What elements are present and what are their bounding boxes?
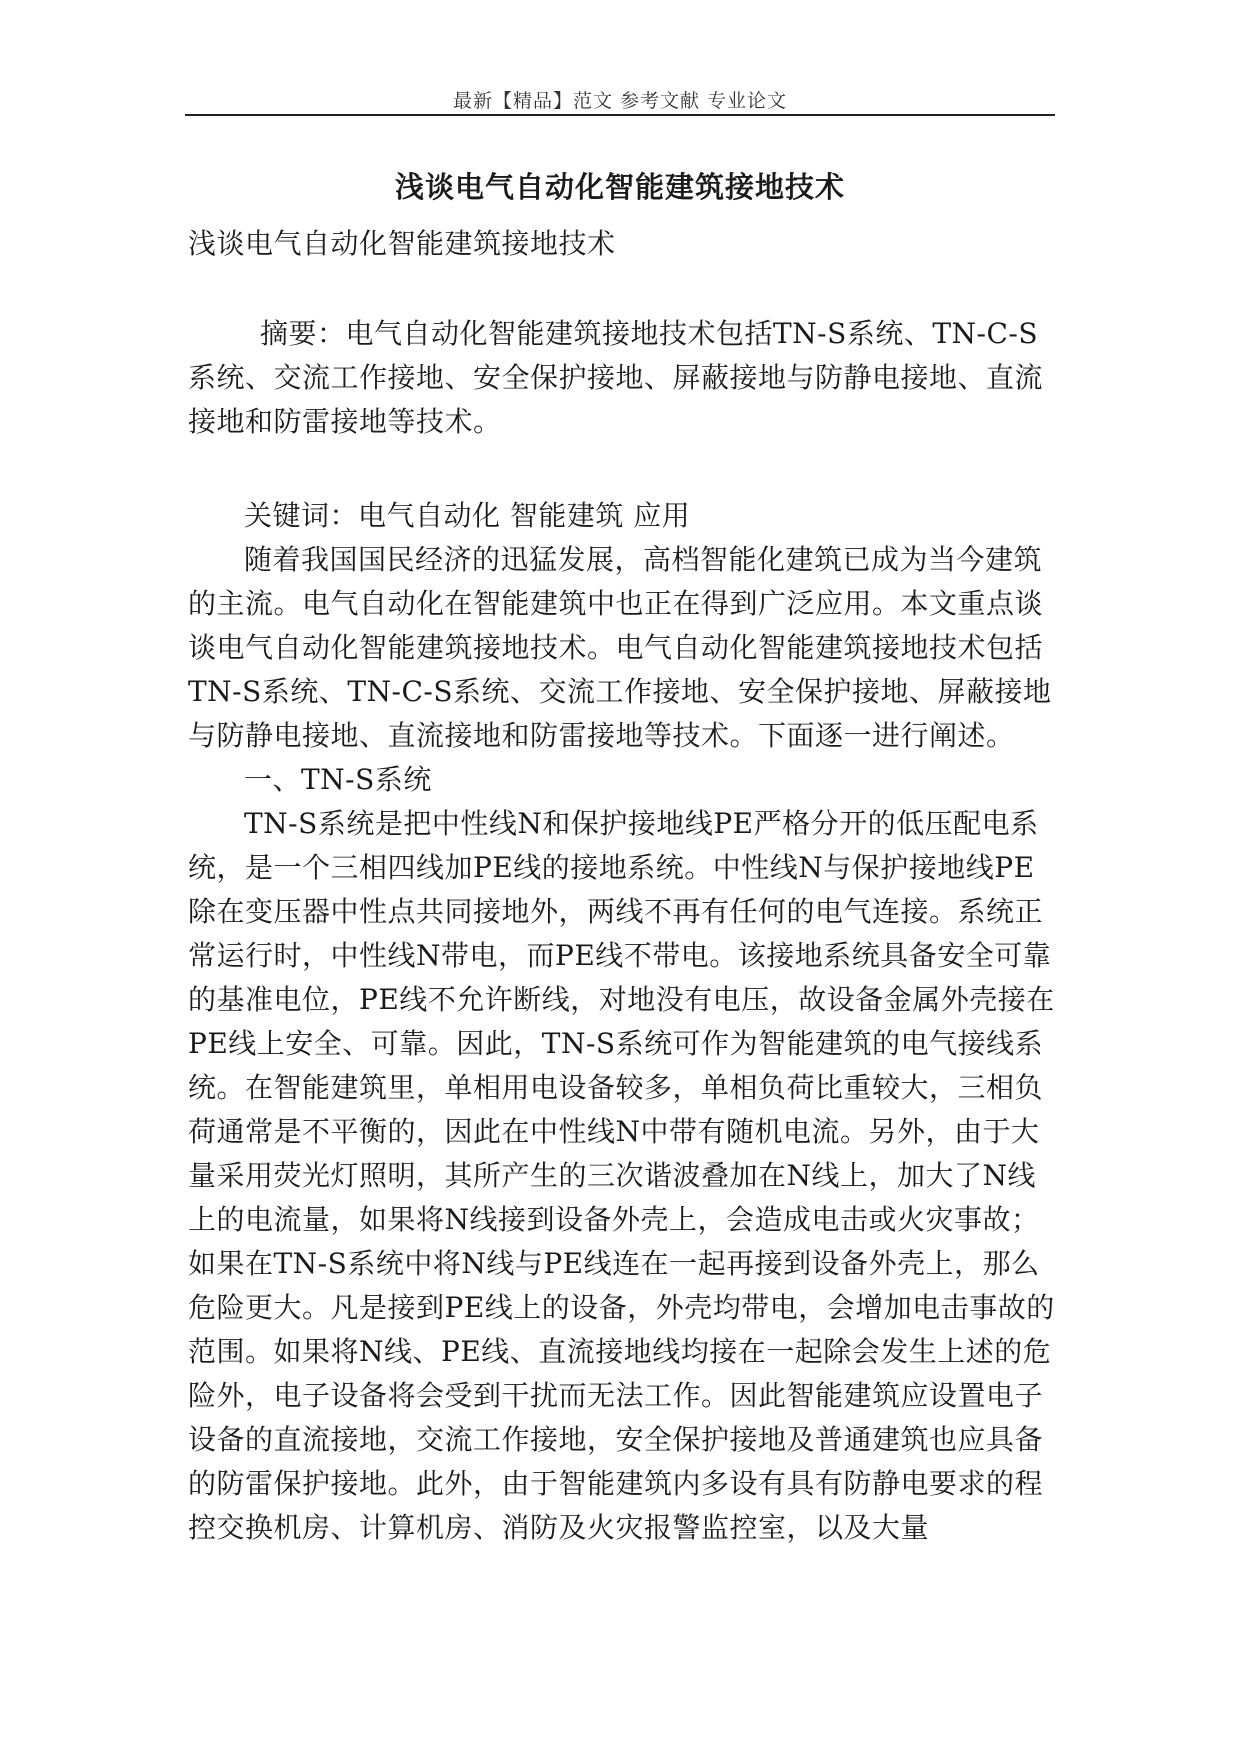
section-heading: 一、TN-S系统 bbox=[244, 763, 432, 796]
body-paragraph: 随着我国国民经济的迅猛发展，高档智能化建筑已成为当今建筑的主流。电气自动化在智能建筑中也正在得到广泛应用。本文重点谈谈电气自动化智能建筑接地技术。电气自动化智能建筑接地技术包括TN-S系统、TN-C-S系统、交流工作接地、安全保护接地、屏蔽接地与防静电接地、直流接地和防雷接地等技术。下面逐一进行阐述。 bbox=[188, 543, 1052, 752]
running-header: 最新【精品】范文 参考文献 专业论文 bbox=[452, 90, 788, 112]
header-divider bbox=[185, 114, 1055, 116]
document-subtitle: 浅谈电气自动化智能建筑接地技术 bbox=[188, 227, 616, 260]
main-body bbox=[188, 538, 1058, 1550]
abstract-paragraph: 摘要：电气自动化智能建筑接地技术包括TN-S系统、TN-C-S系统、交流工作接地、安全保护接地、屏蔽接地与防静电接地、直流接地和防雷接地等技术。 bbox=[188, 317, 1044, 438]
body-paragraph: TN-S系统是把中性线N和保护接地线PE严格分开的低压配电系统，是一个三相四线加PE线的接地系统。中性线N与保护接地线PE除在变压器中性点共同接地外，两线不再有任何的电气连接。系统正常运行时，中性线N带电，而PE线不带电。该接地系统具备安全可靠的基准电位，PE线不允许断线，对地没有电压，故设备金属外壳接在PE线上安全、可靠。因此，TN-S系统可作为智能建筑的电气接线系统。在智能建筑里，单相用电设备较多，单相负荷比重较大，三相负荷通常是不平衡的，因此在中性线N中带有随机电流。另外，由于大量采用荧光灯照明，其所产生的三次谐波叠加在N线上，加大了N线上的电流量，如果将N线接到设备外壳上，会造成电击或火灾事故；如果在TN-S系统中将N线与PE线连在一起再接到设备外壳上，那么危险更大。凡是接到PE线上的设备，外壳均带电，会增加电击事故的范围。如果将N线、PE线、直流接地线均接在一起除会发生上述的危险外，电子设备将会受到干扰而无法工作。因此智能建筑应设置电子设备的直流接地，交流工作接地，安全保护接地及普通建筑也应具备的防雷保护接地。此外，由于智能建筑内多设有具有防静电要求的程控交换机房、计算机房、消防及火灾报警监控室，以及大量 bbox=[188, 807, 1055, 1544]
document-title: 浅谈电气自动化智能建筑接地技术 bbox=[394, 170, 845, 204]
keywords-line: 关键词：电气自动化 智能建筑 应用 bbox=[244, 499, 691, 532]
